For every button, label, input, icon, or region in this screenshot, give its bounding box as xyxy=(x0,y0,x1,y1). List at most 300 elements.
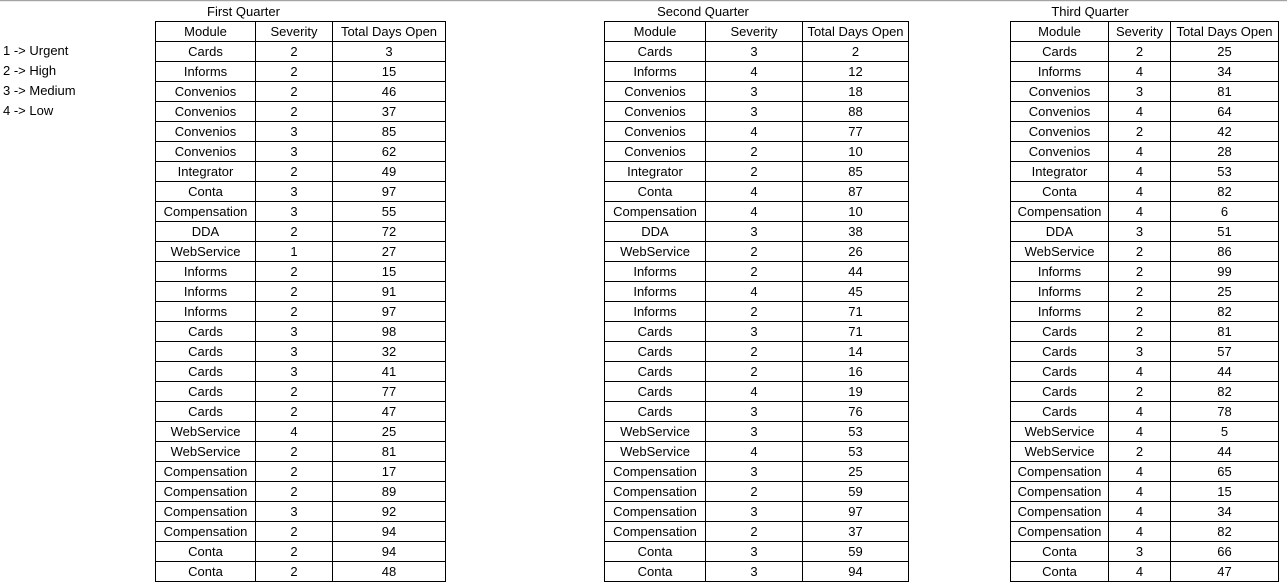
table-row xyxy=(605,422,909,442)
module-cell: Compensation xyxy=(156,482,256,502)
table-row xyxy=(1011,222,1279,242)
table-row xyxy=(1011,242,1279,262)
first-quarter-table xyxy=(155,21,446,582)
table-header-row xyxy=(1011,22,1279,42)
severity-cell: 3 xyxy=(1109,542,1171,562)
second-quarter-table xyxy=(604,21,909,582)
days-open-cell: 5 xyxy=(1171,422,1279,442)
days-open-cell: 25 xyxy=(333,422,446,442)
days-open-cell: 37 xyxy=(803,522,909,542)
severity-cell: 2 xyxy=(256,302,333,322)
severity-cell: 4 xyxy=(1109,562,1171,582)
table-row xyxy=(156,282,446,302)
module-cell: Convenios xyxy=(156,82,256,102)
severity-cell: 4 xyxy=(1109,402,1171,422)
module-cell: Cards xyxy=(1011,382,1109,402)
table-row xyxy=(156,142,446,162)
table-row xyxy=(1011,142,1279,162)
module-cell: Informs xyxy=(605,62,706,82)
days-open-cell: 18 xyxy=(803,82,909,102)
table-row xyxy=(1011,322,1279,342)
table-row xyxy=(1011,42,1279,62)
days-open-cell: 53 xyxy=(803,442,909,462)
days-open-cell: 86 xyxy=(1171,242,1279,262)
severity-cell: 3 xyxy=(706,462,803,482)
module-cell: Conta xyxy=(1011,182,1109,202)
severity-cell: 2 xyxy=(1109,322,1171,342)
column-header-days-open-cell: Total Days Open xyxy=(803,22,909,42)
table-row xyxy=(156,502,446,522)
table-row xyxy=(605,462,909,482)
severity-cell: 3 xyxy=(256,362,333,382)
severity-cell: 2 xyxy=(1109,262,1171,282)
severity-cell: 2 xyxy=(706,142,803,162)
severity-cell: 4 xyxy=(1109,522,1171,542)
table-row xyxy=(1011,422,1279,442)
module-cell: Cards xyxy=(605,342,706,362)
table-row xyxy=(156,62,446,82)
legend-item-low: 4 -> Low xyxy=(3,103,54,118)
module-cell: Compensation xyxy=(605,522,706,542)
severity-cell: 3 xyxy=(706,322,803,342)
module-cell: Convenios xyxy=(605,82,706,102)
third-quarter-table xyxy=(1010,21,1279,582)
severity-cell: 4 xyxy=(1109,422,1171,442)
days-open-cell: 82 xyxy=(1171,522,1279,542)
days-open-cell: 12 xyxy=(803,62,909,82)
module-cell: Cards xyxy=(156,42,256,62)
module-cell: Convenios xyxy=(156,122,256,142)
days-open-cell: 91 xyxy=(333,282,446,302)
days-open-cell: 71 xyxy=(803,322,909,342)
column-header-severity-cell: Severity xyxy=(256,22,333,42)
days-open-cell: 16 xyxy=(803,362,909,382)
module-cell: Compensation xyxy=(605,502,706,522)
module-cell: Cards xyxy=(605,42,706,62)
severity-cell: 2 xyxy=(1109,42,1171,62)
module-cell: Cards xyxy=(156,382,256,402)
days-open-cell: 97 xyxy=(333,182,446,202)
days-open-cell: 99 xyxy=(1171,262,1279,282)
module-cell: Convenios xyxy=(1011,102,1109,122)
days-open-cell: 87 xyxy=(803,182,909,202)
module-cell: Cards xyxy=(156,402,256,422)
module-cell: Informs xyxy=(605,302,706,322)
days-open-cell: 51 xyxy=(1171,222,1279,242)
module-cell: Convenios xyxy=(156,102,256,122)
days-open-cell: 98 xyxy=(333,322,446,342)
table-row xyxy=(156,202,446,222)
table-row xyxy=(605,482,909,502)
module-cell: Integrator xyxy=(605,162,706,182)
days-open-cell: 3 xyxy=(333,42,446,62)
module-cell: Cards xyxy=(156,342,256,362)
severity-cell: 2 xyxy=(1109,382,1171,402)
days-open-cell: 76 xyxy=(803,402,909,422)
module-cell: Compensation xyxy=(1011,502,1109,522)
severity-cell: 3 xyxy=(706,82,803,102)
severity-cell: 3 xyxy=(706,222,803,242)
module-cell: Cards xyxy=(605,382,706,402)
days-open-cell: 37 xyxy=(333,102,446,122)
module-cell: Informs xyxy=(156,62,256,82)
module-cell: DDA xyxy=(605,222,706,242)
severity-cell: 2 xyxy=(706,242,803,262)
severity-cell: 2 xyxy=(256,522,333,542)
table-row xyxy=(605,542,909,562)
severity-cell: 4 xyxy=(706,202,803,222)
days-open-cell: 47 xyxy=(333,402,446,422)
table-row xyxy=(605,182,909,202)
module-cell: DDA xyxy=(1011,222,1109,242)
days-open-cell: 82 xyxy=(1171,382,1279,402)
days-open-cell: 77 xyxy=(333,382,446,402)
severity-cell: 3 xyxy=(706,42,803,62)
module-cell: Cards xyxy=(605,322,706,342)
days-open-cell: 17 xyxy=(333,462,446,482)
severity-cell: 2 xyxy=(256,402,333,422)
severity-cell: 3 xyxy=(706,402,803,422)
days-open-cell: 26 xyxy=(803,242,909,262)
days-open-cell: 25 xyxy=(1171,282,1279,302)
severity-cell: 2 xyxy=(256,442,333,462)
table-row xyxy=(605,502,909,522)
days-open-cell: 45 xyxy=(803,282,909,302)
severity-cell: 4 xyxy=(1109,362,1171,382)
days-open-cell: 85 xyxy=(333,122,446,142)
module-cell: Conta xyxy=(605,182,706,202)
table-header-row xyxy=(156,22,446,42)
module-cell: Convenios xyxy=(605,122,706,142)
table-row xyxy=(156,422,446,442)
table-row xyxy=(1011,162,1279,182)
days-open-cell: 53 xyxy=(803,422,909,442)
module-cell: Conta xyxy=(156,182,256,202)
column-header-severity-cell: Severity xyxy=(1109,22,1171,42)
severity-cell: 2 xyxy=(1109,122,1171,142)
days-open-cell: 27 xyxy=(333,242,446,262)
days-open-cell: 25 xyxy=(803,462,909,482)
days-open-cell: 92 xyxy=(333,502,446,522)
table-row xyxy=(156,42,446,62)
severity-cell: 2 xyxy=(706,262,803,282)
table-row xyxy=(605,562,909,582)
legend-item-urgent: 1 -> Urgent xyxy=(3,43,69,58)
severity-cell: 4 xyxy=(1109,502,1171,522)
severity-cell: 2 xyxy=(256,162,333,182)
table-title-third-quarter: Third Quarter xyxy=(1051,4,1129,19)
table-row xyxy=(156,462,446,482)
days-open-cell: 94 xyxy=(803,562,909,582)
module-cell: Informs xyxy=(1011,302,1109,322)
days-open-cell: 48 xyxy=(333,562,446,582)
severity-cell: 2 xyxy=(256,482,333,502)
table-row xyxy=(156,562,446,582)
table-row xyxy=(1011,122,1279,142)
table-row xyxy=(605,362,909,382)
days-open-cell: 89 xyxy=(333,482,446,502)
module-cell: Informs xyxy=(1011,262,1109,282)
module-cell: WebService xyxy=(605,422,706,442)
severity-cell: 4 xyxy=(1109,462,1171,482)
column-header-module-cell: Module xyxy=(1011,22,1109,42)
table-row xyxy=(156,122,446,142)
module-cell: Compensation xyxy=(605,482,706,502)
severity-cell: 4 xyxy=(706,282,803,302)
module-cell: Informs xyxy=(1011,282,1109,302)
severity-cell: 2 xyxy=(706,162,803,182)
days-open-cell: 42 xyxy=(1171,122,1279,142)
window-top-edge xyxy=(0,0,1287,2)
severity-cell: 4 xyxy=(706,62,803,82)
table-row xyxy=(605,382,909,402)
severity-cell: 2 xyxy=(256,62,333,82)
days-open-cell: 77 xyxy=(803,122,909,142)
severity-cell: 3 xyxy=(706,502,803,522)
severity-legend xyxy=(3,41,76,121)
table-row xyxy=(605,322,909,342)
days-open-cell: 6 xyxy=(1171,202,1279,222)
severity-cell: 4 xyxy=(706,122,803,142)
table-row xyxy=(605,282,909,302)
module-cell: Conta xyxy=(1011,542,1109,562)
severity-cell: 3 xyxy=(256,202,333,222)
days-open-cell: 38 xyxy=(803,222,909,242)
module-cell: DDA xyxy=(156,222,256,242)
table-row xyxy=(605,402,909,422)
days-open-cell: 32 xyxy=(333,342,446,362)
table-row xyxy=(605,342,909,362)
module-cell: Convenios xyxy=(605,102,706,122)
module-cell: Cards xyxy=(605,362,706,382)
days-open-cell: 49 xyxy=(333,162,446,182)
severity-cell: 2 xyxy=(1109,302,1171,322)
module-cell: Cards xyxy=(1011,342,1109,362)
severity-cell: 3 xyxy=(256,502,333,522)
module-cell: Convenios xyxy=(1011,122,1109,142)
module-cell: Compensation xyxy=(156,202,256,222)
severity-cell: 2 xyxy=(256,462,333,482)
severity-cell: 4 xyxy=(1109,182,1171,202)
days-open-cell: 65 xyxy=(1171,462,1279,482)
module-cell: Conta xyxy=(1011,562,1109,582)
days-open-cell: 85 xyxy=(803,162,909,182)
severity-cell: 3 xyxy=(706,422,803,442)
table-row xyxy=(605,62,909,82)
days-open-cell: 10 xyxy=(803,142,909,162)
severity-cell: 2 xyxy=(256,282,333,302)
table-row xyxy=(156,262,446,282)
table-row xyxy=(1011,282,1279,302)
table-row xyxy=(156,442,446,462)
days-open-cell: 78 xyxy=(1171,402,1279,422)
severity-cell: 4 xyxy=(1109,142,1171,162)
severity-cell: 4 xyxy=(1109,102,1171,122)
table-row xyxy=(1011,342,1279,362)
severity-cell: 4 xyxy=(706,182,803,202)
module-cell: Conta xyxy=(605,562,706,582)
severity-cell: 2 xyxy=(706,522,803,542)
severity-cell: 4 xyxy=(706,442,803,462)
days-open-cell: 59 xyxy=(803,542,909,562)
days-open-cell: 81 xyxy=(1171,82,1279,102)
table-row xyxy=(1011,102,1279,122)
table-row xyxy=(605,442,909,462)
module-cell: Cards xyxy=(605,402,706,422)
severity-cell: 4 xyxy=(1109,162,1171,182)
module-cell: Integrator xyxy=(156,162,256,182)
table-row xyxy=(605,302,909,322)
severity-cell: 4 xyxy=(256,422,333,442)
table-row xyxy=(605,242,909,262)
severity-cell: 2 xyxy=(1109,282,1171,302)
days-open-cell: 55 xyxy=(333,202,446,222)
severity-cell: 2 xyxy=(1109,442,1171,462)
module-cell: WebService xyxy=(605,442,706,462)
severity-cell: 2 xyxy=(256,382,333,402)
legend-item-medium: 3 -> Medium xyxy=(3,83,76,98)
severity-cell: 3 xyxy=(256,342,333,362)
table-row xyxy=(156,382,446,402)
severity-cell: 3 xyxy=(706,102,803,122)
days-open-cell: 82 xyxy=(1171,182,1279,202)
days-open-cell: 10 xyxy=(803,202,909,222)
table-row xyxy=(1011,502,1279,522)
days-open-cell: 82 xyxy=(1171,302,1279,322)
table-row xyxy=(1011,202,1279,222)
table-row xyxy=(1011,382,1279,402)
table-row xyxy=(605,82,909,102)
module-cell: WebService xyxy=(1011,422,1109,442)
table-row xyxy=(1011,462,1279,482)
table-row xyxy=(1011,442,1279,462)
severity-cell: 4 xyxy=(706,382,803,402)
table-row xyxy=(1011,482,1279,502)
days-open-cell: 28 xyxy=(1171,142,1279,162)
module-cell: Compensation xyxy=(1011,522,1109,542)
days-open-cell: 97 xyxy=(333,302,446,322)
module-cell: Convenios xyxy=(1011,142,1109,162)
table-row xyxy=(156,362,446,382)
module-cell: WebService xyxy=(156,242,256,262)
severity-cell: 2 xyxy=(1109,242,1171,262)
severity-cell: 2 xyxy=(706,362,803,382)
table-row xyxy=(1011,562,1279,582)
table-row xyxy=(1011,182,1279,202)
severity-cell: 4 xyxy=(1109,62,1171,82)
table-row xyxy=(605,162,909,182)
module-cell: Cards xyxy=(156,362,256,382)
module-cell: Integrator xyxy=(1011,162,1109,182)
days-open-cell: 81 xyxy=(1171,322,1279,342)
days-open-cell: 34 xyxy=(1171,502,1279,522)
severity-cell: 1 xyxy=(256,242,333,262)
module-cell: Cards xyxy=(1011,402,1109,422)
days-open-cell: 66 xyxy=(1171,542,1279,562)
days-open-cell: 53 xyxy=(1171,162,1279,182)
severity-cell: 3 xyxy=(1109,342,1171,362)
table-row xyxy=(1011,522,1279,542)
days-open-cell: 46 xyxy=(333,82,446,102)
severity-cell: 3 xyxy=(706,562,803,582)
severity-cell: 4 xyxy=(1109,202,1171,222)
table-row xyxy=(156,542,446,562)
severity-cell: 4 xyxy=(1109,482,1171,502)
severity-cell: 2 xyxy=(256,562,333,582)
days-open-cell: 72 xyxy=(333,222,446,242)
module-cell: Compensation xyxy=(156,522,256,542)
table-row xyxy=(1011,302,1279,322)
days-open-cell: 19 xyxy=(803,382,909,402)
module-cell: Compensation xyxy=(605,462,706,482)
table-row xyxy=(156,342,446,362)
days-open-cell: 2 xyxy=(803,42,909,62)
module-cell: Informs xyxy=(605,262,706,282)
days-open-cell: 25 xyxy=(1171,42,1279,62)
days-open-cell: 44 xyxy=(803,262,909,282)
module-cell: Compensation xyxy=(156,502,256,522)
table-row xyxy=(605,202,909,222)
table-title-first-quarter: First Quarter xyxy=(207,4,280,19)
table-row xyxy=(156,302,446,322)
days-open-cell: 64 xyxy=(1171,102,1279,122)
days-open-cell: 44 xyxy=(1171,442,1279,462)
days-open-cell: 57 xyxy=(1171,342,1279,362)
module-cell: Convenios xyxy=(156,142,256,162)
table-row xyxy=(605,142,909,162)
severity-cell: 3 xyxy=(256,142,333,162)
days-open-cell: 94 xyxy=(333,542,446,562)
table-row xyxy=(605,42,909,62)
severity-cell: 3 xyxy=(1109,222,1171,242)
table-row xyxy=(156,182,446,202)
module-cell: Informs xyxy=(156,262,256,282)
days-open-cell: 44 xyxy=(1171,362,1279,382)
legend-item-high: 2 -> High xyxy=(3,63,57,78)
days-open-cell: 47 xyxy=(1171,562,1279,582)
table-row xyxy=(156,322,446,342)
days-open-cell: 62 xyxy=(333,142,446,162)
days-open-cell: 97 xyxy=(803,502,909,522)
table-title-second-quarter: Second Quarter xyxy=(657,4,749,19)
table-row xyxy=(1011,362,1279,382)
module-cell: Informs xyxy=(156,302,256,322)
table-row xyxy=(1011,402,1279,422)
days-open-cell: 94 xyxy=(333,522,446,542)
column-header-days-open-cell: Total Days Open xyxy=(1171,22,1279,42)
days-open-cell: 88 xyxy=(803,102,909,122)
days-open-cell: 59 xyxy=(803,482,909,502)
severity-cell: 3 xyxy=(256,182,333,202)
table-row xyxy=(605,102,909,122)
table-row xyxy=(156,522,446,542)
module-cell: Compensation xyxy=(1011,202,1109,222)
table-row xyxy=(605,262,909,282)
table-row xyxy=(605,522,909,542)
module-cell: WebService xyxy=(1011,442,1109,462)
table-row xyxy=(156,102,446,122)
table-row xyxy=(1011,62,1279,82)
module-cell: WebService xyxy=(1011,242,1109,262)
table-row xyxy=(605,222,909,242)
column-header-module-cell: Module xyxy=(605,22,706,42)
days-open-cell: 14 xyxy=(803,342,909,362)
table-row xyxy=(1011,542,1279,562)
table-row xyxy=(156,82,446,102)
table-row xyxy=(1011,262,1279,282)
severity-cell: 2 xyxy=(706,342,803,362)
severity-cell: 2 xyxy=(256,222,333,242)
